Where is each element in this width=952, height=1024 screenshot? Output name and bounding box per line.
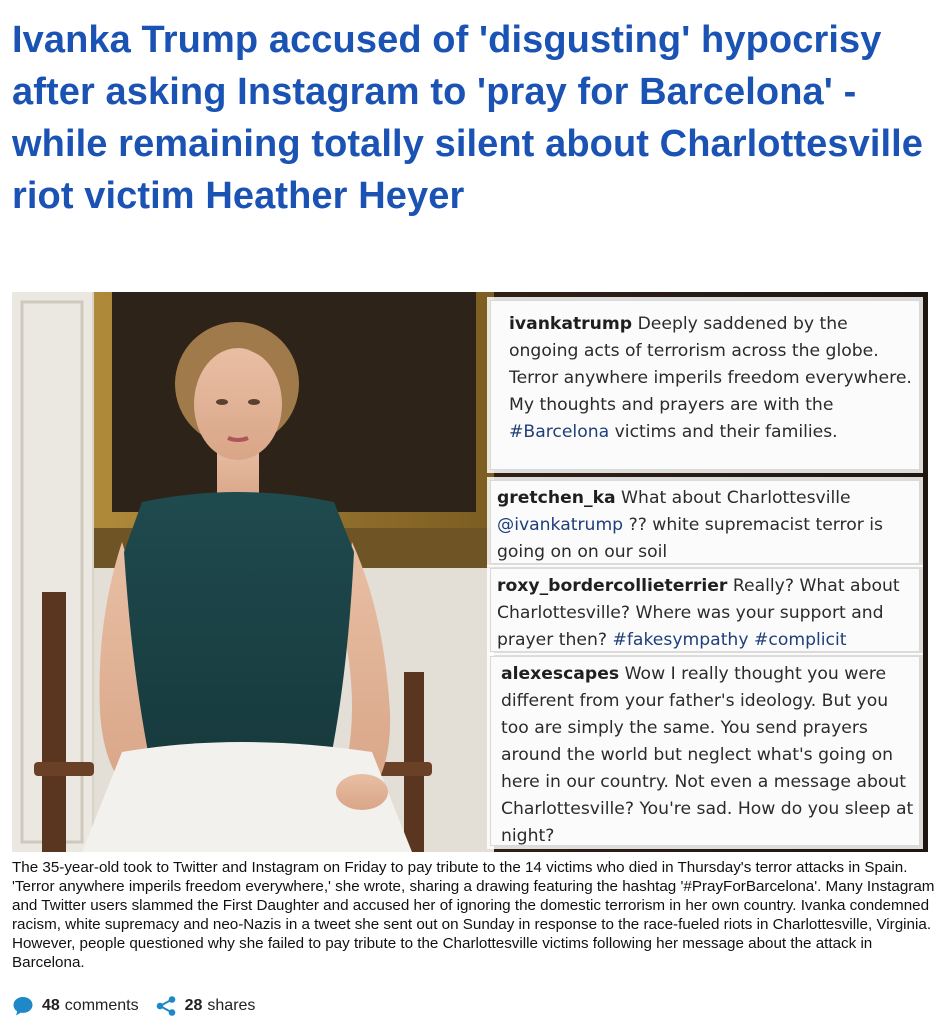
comment-text: Really? What about Charlottesville? Where was your support and prayer then?: [497, 576, 900, 650]
shares-count: 28: [184, 997, 203, 1014]
comment-mention: @ivankatrump: [497, 515, 624, 535]
comments-link[interactable]: [12, 995, 139, 1017]
article-stats: [12, 994, 271, 1018]
comment-text: Wow I really thought you were different from your father's ideology. But you too are simply the same. You send prayers around the world but neglect what's going on here in our country. Not even a message about Charlottesville? You're sad. How do you sleep at night?: [501, 664, 914, 846]
comment-username: alexescapes: [501, 664, 620, 684]
comment-text: What about Charlottesville: [615, 488, 851, 508]
comment-text: Deeply saddened by the ongoing acts of terrorism across the globe. Terror anywhere imperils freedom everywhere. My thoughts and prayers are with the: [509, 314, 912, 415]
comment-hashtag: #Barcelona: [509, 422, 610, 442]
comment-hashtag: #fakesympathy #complicit: [612, 630, 847, 650]
article-photo: [12, 292, 928, 852]
comment-username: gretchen_ka: [497, 488, 616, 508]
comments-label: comments: [64, 997, 139, 1014]
comment-username: ivankatrump: [509, 314, 633, 334]
instagram-comment: [490, 300, 920, 470]
shares-label: shares: [207, 997, 256, 1014]
share-icon: [155, 995, 177, 1017]
instagram-comment: [490, 568, 920, 652]
photo-caption: The 35-year-old took to Twitter and Instagram on Friday to pay tribute to the 14 victims who died in Thursday's terror attacks in Spain. 'Terror anywhere imperils freedom everywhere,' she wrote, sharing a drawing featuring the hashtag '#PrayForBarcelona'. Many Instagram and Twitter users slammed the First Daughter and accused her of ignoring the domestic terrorism in her own country. Ivanka condemned racism, white supremacy and neo-Nazis in a tweet she sent out on Sunday in response to the race-fueled riots in Charlottesville, Virginia. However, people questioned why she failed to pay tribute to the Charlottesville victims following her message about the attack in Barcelona.: [12, 859, 935, 971]
instagram-comment: [490, 480, 920, 564]
comment-text: ?? white supremacist terror is going on on our soil: [497, 515, 884, 562]
speech-bubble-icon: [12, 995, 34, 1017]
comment-username: roxy_bordercollieterrier: [497, 576, 728, 596]
comment-text: victims and their families.: [609, 422, 838, 442]
comments-count: 48: [42, 997, 60, 1014]
headline: Ivanka Trump accused of 'disgusting' hypocrisy after asking Instagram to 'pray for Barcelona' - while remaining totally silent about Charlottesville riot victim Heather Heyer: [12, 19, 924, 217]
shares-link[interactable]: [155, 995, 256, 1017]
instagram-comment: [490, 656, 920, 846]
